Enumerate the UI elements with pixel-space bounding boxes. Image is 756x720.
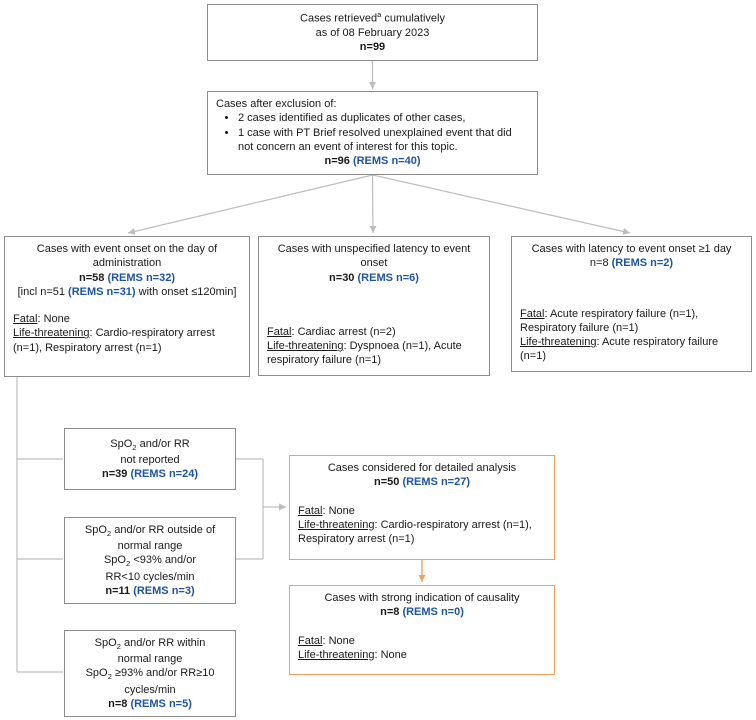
- rems-count: (REMS n=24): [130, 468, 198, 481]
- rems-count: (REMS n=0): [402, 606, 464, 619]
- subscript-2: 2: [125, 559, 131, 569]
- subscript-2: 2: [107, 672, 112, 682]
- exclusion-item: • 2 cases identified as duplicates of other cases,: [238, 111, 529, 125]
- outcome-block: [267, 325, 481, 368]
- outcome-block: [298, 634, 546, 663]
- incl-text-2: with onset ≤120min]: [135, 285, 237, 298]
- count-line: [298, 475, 546, 489]
- life-threatening-label: Life-threatening: [267, 340, 344, 353]
- life-threatening-label: Life-threatening: [298, 518, 375, 531]
- spo2-text: SpO: [110, 437, 133, 450]
- box-title-line-2: normal range: [117, 653, 183, 666]
- rems-count: (REMS n=2): [611, 257, 674, 270]
- life-threatening-line: [298, 518, 546, 547]
- n-count: n=11: [105, 584, 131, 597]
- spo2-text: SpO: [85, 667, 108, 680]
- n-count: n=58: [79, 271, 105, 284]
- retrieved-title-text: Cases retrieved: [300, 12, 378, 25]
- count-line: [73, 697, 227, 711]
- fatal-text: : Acute respiratory failure (n=1), Respiratory failure (n=1): [520, 307, 699, 334]
- count-line: [13, 271, 241, 285]
- spo2-text: SpO: [94, 637, 117, 649]
- exclusion-item: • 1 case with PT Brief resolved unexplained event that did not concern an event of interest for this topic.: [238, 126, 529, 155]
- spo2-text-2: and/or RR within: [120, 637, 206, 649]
- retrieved-title-text-2: cumulatively: [381, 12, 445, 25]
- life-threatening-text: : Cardio-respiratory arrest (n=1), Respiratory arrest (n=1): [298, 518, 532, 546]
- count-line: [298, 605, 546, 619]
- fatal-line: [13, 312, 241, 326]
- rems-count: (REMS n=32): [107, 271, 175, 284]
- incl-text: [incl n=51: [17, 285, 69, 298]
- life-threatening-text: : Dyspnoea (n=1), Acute respiratory failure (n=1): [267, 340, 462, 367]
- box-title: Cases with event onset on the day of administration: [36, 243, 218, 270]
- spo2-text-2: and/or RR outside of: [111, 524, 216, 536]
- box-title-line: [73, 437, 227, 453]
- box-title-line: [73, 636, 227, 652]
- box-latency-1day: [511, 236, 752, 372]
- n-count: n=8: [108, 697, 128, 710]
- fatal-label: Fatal: [298, 504, 323, 517]
- exclusion-count-line: [216, 154, 529, 168]
- life-threatening-label: Life-threatening: [13, 327, 90, 340]
- rems-count: (REMS n=5): [130, 697, 192, 710]
- life-threatening-label: Life-threatening: [520, 336, 597, 349]
- rems-count: (REMS n=3): [133, 584, 195, 597]
- spo2-text-2: <93% and/or: [130, 554, 197, 567]
- criteria-line-2: RR<10 cycles/min: [105, 570, 195, 583]
- fatal-line: [298, 504, 546, 518]
- box-title-line-2: not reported: [120, 453, 180, 466]
- n-count: n=8: [589, 257, 609, 270]
- fatal-text: : Cardiac arrest (n=2): [291, 325, 396, 338]
- fatal-text: : None: [322, 504, 355, 517]
- rems-count: (REMS n=27): [402, 476, 470, 489]
- box-cases-retrieved: [207, 4, 538, 61]
- connector-day-onset-to-spo2-boxes: [17, 377, 63, 672]
- fatal-line: [298, 634, 546, 648]
- spo2-text: SpO: [84, 524, 107, 536]
- spo2-text: SpO: [103, 554, 126, 567]
- fatal-label: Fatal: [267, 325, 292, 338]
- life-threatening-label: Life-threatening: [298, 648, 375, 661]
- life-threatening-line: [520, 335, 743, 364]
- box-title: Cases considered for detailed analysis: [327, 462, 517, 474]
- outcome-block: [298, 504, 546, 547]
- count-line: [520, 256, 743, 270]
- life-threatening-text: : None: [374, 648, 407, 661]
- subscript-2: 2: [106, 529, 112, 539]
- count-line: [73, 584, 227, 598]
- retrieved-count: n=99: [359, 41, 386, 54]
- box-spo2-outside-range: [64, 517, 236, 604]
- criteria-line: [73, 666, 227, 682]
- arrow-exclusion-to-latency-1day: [373, 175, 631, 233]
- fatal-label: Fatal: [520, 307, 545, 320]
- box-title-line: [73, 523, 227, 539]
- box-title: Cases with latency to event onset ≥1 day: [531, 243, 732, 255]
- rems-count: (REMS n=6): [357, 271, 419, 284]
- life-threatening-text: : Acute respiratory failure (n=1): [520, 336, 719, 363]
- life-threatening-line: [13, 326, 241, 355]
- life-threatening-line: [267, 339, 481, 368]
- count-line: [73, 467, 227, 481]
- footnote-marker: a: [377, 10, 382, 19]
- n-count: n=8: [380, 606, 400, 619]
- exclusion-title: Cases after exclusion of:: [216, 98, 337, 110]
- rems-count: (REMS n=31): [68, 285, 136, 298]
- life-threatening-line: [298, 648, 546, 662]
- connector-spo2-merge: [236, 459, 263, 559]
- spo2-text-2: and/or RR: [136, 437, 190, 450]
- n-count: n=96: [324, 155, 350, 168]
- box-strong-causality: [289, 585, 555, 675]
- retrieved-date: as of 08 February 2023: [315, 26, 430, 39]
- n-count: n=30: [329, 271, 355, 284]
- box-unspecified-latency: [258, 236, 490, 376]
- spo2-text-2: ≥93% and/or RR≥10: [111, 667, 215, 680]
- fatal-text: : None: [37, 313, 70, 326]
- fatal-text: : None: [322, 634, 355, 647]
- fatal-line: [520, 307, 743, 336]
- n-count: n=50: [374, 476, 400, 489]
- subscript-2: 2: [132, 442, 137, 452]
- box-detailed-analysis: [289, 455, 555, 560]
- subscript-2: 2: [116, 642, 121, 652]
- box-title: Cases with unspecified latency to event onset: [277, 243, 471, 270]
- retrieved-title-line: [216, 10, 529, 26]
- n-count: n=39: [102, 468, 128, 481]
- arrow-exclusion-to-day-onset: [128, 175, 373, 233]
- box-onset-day-of-administration: [4, 236, 250, 377]
- fatal-label: Fatal: [13, 313, 38, 326]
- outcome-block: [13, 312, 241, 355]
- criteria-line-2: cycles/min: [124, 683, 176, 696]
- criteria-line: [73, 553, 227, 569]
- life-threatening-text: : Cardio-respiratory arrest (n=1), Respiratory arrest (n=1): [13, 327, 215, 354]
- arrow-exclusion-to-unspecified-latency: [373, 175, 374, 233]
- count-line: [267, 271, 481, 285]
- outcome-block: [520, 307, 743, 364]
- fatal-label: Fatal: [298, 634, 323, 647]
- box-title-line-2: normal range: [117, 540, 183, 553]
- fatal-line: [267, 325, 481, 339]
- incl-line: [13, 285, 241, 299]
- box-title: Cases with strong indication of causality: [324, 592, 520, 604]
- box-spo2-within-range: [64, 630, 236, 717]
- exclusion-list: [238, 111, 529, 154]
- box-spo2-not-reported: [64, 428, 236, 490]
- box-cases-after-exclusion: [207, 91, 538, 175]
- rems-count: (REMS n=40): [352, 155, 421, 168]
